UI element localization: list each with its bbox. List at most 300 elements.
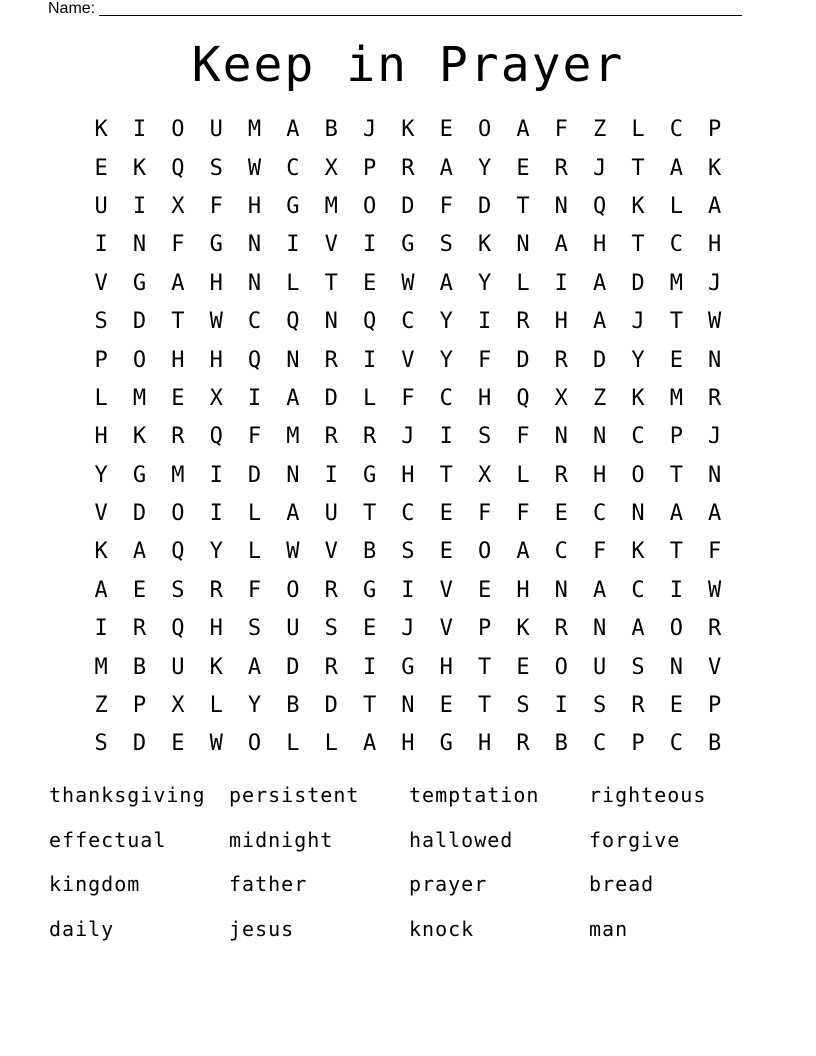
grid-letter: S [171, 577, 185, 603]
grid-letter: H [554, 309, 568, 335]
grid-letter: E [554, 501, 568, 527]
grid-letter: Y [477, 155, 492, 181]
grid-letter: C [631, 577, 645, 603]
grid-letter: G [132, 462, 147, 488]
grid-letter: K [132, 424, 147, 450]
grid-row [82, 418, 734, 456]
grid-letter: N [247, 232, 262, 258]
grid-letter: I [477, 309, 492, 335]
grid-letter: W [247, 155, 262, 181]
grid-letter: E [516, 654, 530, 680]
grid-letter: A [286, 501, 300, 527]
grid-letter: C [401, 501, 415, 527]
grid-letter: D [324, 385, 338, 411]
grid-letter: T [324, 270, 338, 296]
grid-letter: J [362, 117, 377, 143]
grid-letter: R [554, 347, 568, 373]
grid-letter: F [247, 577, 262, 603]
grid-row [82, 149, 734, 187]
grid-letter: I [132, 193, 147, 219]
grid-letter: A [132, 539, 147, 565]
grid-letter: K [94, 539, 108, 565]
grid-letter: N [247, 270, 262, 296]
grid-letter: M [669, 270, 683, 296]
name-underline [99, 1, 742, 16]
grid-letter: A [171, 270, 185, 296]
grid-letter: S [516, 693, 530, 719]
grid-letter: D [401, 193, 415, 219]
grid-letter: A [554, 232, 568, 258]
grid-letter: F [593, 539, 607, 565]
grid-letter: I [362, 347, 377, 373]
grid-letter: N [669, 654, 683, 680]
grid-row [82, 265, 734, 303]
grid-letter: Y [439, 309, 453, 335]
grid-letter: H [439, 654, 453, 680]
grid-letter: U [593, 654, 607, 680]
grid-letter: C [554, 539, 568, 565]
grid-letter: R [401, 155, 415, 181]
grid-letter: E [362, 270, 377, 296]
grid-letter: S [401, 539, 415, 565]
grid-letter: F [554, 117, 568, 143]
grid-letter: G [286, 193, 300, 219]
grid-letter: T [631, 155, 645, 181]
grid-letter: M [171, 462, 185, 488]
grid-row [82, 457, 734, 495]
grid-letter: D [631, 270, 645, 296]
grid-letter: U [94, 193, 108, 219]
grid-letter: D [516, 347, 530, 373]
grid-letter: L [362, 385, 377, 411]
grid-letter: A [631, 616, 645, 642]
grid-letter: F [247, 424, 262, 450]
grid-letter: B [362, 539, 377, 565]
grid-letter: C [669, 731, 683, 757]
grid-letter: T [669, 309, 683, 335]
grid-letter: C [286, 155, 300, 181]
grid-letter: Y [94, 462, 108, 488]
grid-letter: V [708, 654, 722, 680]
grid-letter: S [477, 424, 492, 450]
grid-letter: F [439, 193, 453, 219]
grid-letter: H [516, 577, 530, 603]
grid-letter: A [593, 309, 607, 335]
grid-letter: P [132, 693, 147, 719]
grid-letter: M [247, 117, 262, 143]
grid-letter: W [401, 270, 415, 296]
grid-letter: E [132, 577, 147, 603]
grid-letter: N [593, 616, 607, 642]
grid-row [82, 687, 734, 725]
grid-letter: T [362, 693, 377, 719]
grid-letter: L [516, 270, 530, 296]
word-list-item: jesus [229, 917, 295, 942]
grid-letter: R [362, 424, 377, 450]
grid-letter: J [593, 155, 607, 181]
grid-letter: I [554, 693, 568, 719]
grid-letter: D [477, 193, 492, 219]
grid-letter: A [593, 270, 607, 296]
grid-letter: K [631, 385, 645, 411]
grid-letter: N [554, 424, 568, 450]
grid-letter: N [132, 232, 147, 258]
grid-letter: S [439, 232, 453, 258]
grid-letter: U [171, 654, 185, 680]
grid-letter: Y [209, 539, 223, 565]
grid-letter: G [362, 462, 377, 488]
grid-letter: O [286, 577, 300, 603]
grid-letter: Z [94, 693, 108, 719]
grid-letter: B [554, 731, 568, 757]
grid-letter: Q [171, 616, 185, 642]
grid-letter: K [132, 155, 147, 181]
grid-letter: E [439, 693, 453, 719]
grid-letter: L [286, 731, 300, 757]
word-list-item: persistent [229, 783, 360, 807]
grid-letter: A [439, 270, 453, 296]
grid-letter: O [362, 193, 377, 219]
grid-letter: V [439, 577, 453, 603]
grid-letter: R [554, 616, 568, 642]
grid-letter: F [209, 193, 223, 219]
grid-letter: I [324, 462, 338, 488]
grid-letter: N [554, 193, 568, 219]
grid-letter: T [669, 539, 683, 565]
grid-letter: V [439, 616, 453, 642]
word-list-item: midnight [229, 827, 334, 852]
grid-letter: N [554, 577, 568, 603]
grid-letter: I [94, 616, 108, 642]
grid-letter: D [247, 462, 262, 488]
grid-letter: E [439, 501, 453, 527]
grid-letter: J [631, 309, 645, 335]
grid-letter: A [516, 539, 530, 565]
grid-letter: V [94, 270, 108, 296]
grid-letter: U [209, 117, 223, 143]
grid-letter: D [132, 501, 147, 527]
grid-row [82, 303, 734, 341]
grid-letter: L [209, 693, 223, 719]
grid-letter: P [631, 731, 645, 757]
grid-letter: B [708, 731, 722, 757]
grid-letter: Q [209, 424, 223, 450]
grid-letter: T [362, 501, 377, 527]
grid-letter: P [708, 117, 722, 143]
grid-letter: E [669, 693, 683, 719]
grid-row [82, 380, 734, 418]
grid-letter: S [631, 654, 645, 680]
grid-letter: C [439, 385, 453, 411]
grid-letter: I [362, 654, 377, 680]
grid-letter: D [324, 693, 338, 719]
grid-letter: O [669, 616, 683, 642]
grid-letter: O [554, 654, 568, 680]
grid-letter: D [132, 309, 147, 335]
grid-letter: Q [286, 309, 300, 335]
grid-letter: K [516, 616, 530, 642]
grid-letter: H [401, 731, 415, 757]
grid-letter: O [132, 347, 147, 373]
grid-letter: H [708, 232, 722, 258]
grid-letter: H [593, 462, 607, 488]
grid-letter: N [401, 693, 415, 719]
grid-letter: C [247, 309, 262, 335]
grid-letter: L [324, 731, 338, 757]
grid-letter: L [631, 117, 645, 143]
grid-letter: F [477, 501, 492, 527]
grid-letter: I [132, 117, 147, 143]
letter-grid [82, 111, 734, 764]
grid-letter: X [324, 155, 338, 181]
grid-letter: S [247, 616, 262, 642]
grid-letter: R [324, 577, 338, 603]
word-list-item: forgive [589, 827, 681, 852]
grid-letter: Q [171, 539, 185, 565]
grid-letter: F [708, 539, 722, 565]
grid-letter: H [477, 385, 492, 411]
grid-letter: L [286, 270, 300, 296]
grid-letter: E [439, 539, 453, 565]
word-list [49, 780, 789, 959]
grid-letter: E [171, 731, 185, 757]
grid-letter: M [94, 654, 108, 680]
grid-letter: R [554, 155, 568, 181]
grid-letter: O [171, 117, 185, 143]
grid-letter: W [209, 731, 223, 757]
grid-letter: I [94, 232, 108, 258]
grid-letter: Z [593, 117, 607, 143]
grid-row [82, 533, 734, 571]
grid-letter: E [362, 616, 377, 642]
grid-letter: L [669, 193, 683, 219]
grid-letter: C [631, 424, 645, 450]
grid-letter: R [132, 616, 147, 642]
grid-letter: V [324, 539, 338, 565]
grid-letter: R [516, 309, 530, 335]
grid-letter: H [171, 347, 185, 373]
grid-letter: C [593, 501, 607, 527]
word-list-item: thanksgiving [49, 783, 206, 807]
grid-letter: C [593, 731, 607, 757]
grid-letter: W [708, 577, 722, 603]
grid-letter: P [94, 347, 108, 373]
grid-row [82, 495, 734, 533]
grid-letter: F [477, 347, 492, 373]
grid-row [82, 572, 734, 610]
grid-letter: I [554, 270, 568, 296]
grid-letter: Y [247, 693, 262, 719]
grid-letter: A [708, 501, 722, 527]
grid-letter: I [362, 232, 377, 258]
grid-row [82, 341, 734, 379]
grid-letter: Q [362, 309, 377, 335]
grid-letter: A [94, 577, 108, 603]
grid-letter: K [94, 117, 108, 143]
grid-letter: G [132, 270, 147, 296]
grid-letter: S [593, 693, 607, 719]
grid-letter: T [171, 309, 185, 335]
grid-letter: R [324, 424, 338, 450]
grid-letter: E [439, 117, 453, 143]
grid-row [82, 725, 734, 763]
grid-letter: N [324, 309, 338, 335]
grid-letter: U [324, 501, 338, 527]
word-list-item: righteous [589, 783, 707, 807]
grid-letter: O [477, 117, 492, 143]
grid-letter: N [286, 347, 300, 373]
grid-letter: X [554, 385, 568, 411]
grid-letter: O [247, 731, 262, 757]
grid-letter: B [324, 117, 338, 143]
grid-letter: D [593, 347, 607, 373]
grid-letter: X [209, 385, 223, 411]
grid-letter: V [94, 501, 108, 527]
grid-letter: R [631, 693, 645, 719]
grid-letter: T [669, 462, 683, 488]
grid-letter: J [708, 270, 722, 296]
grid-letter: Y [631, 347, 645, 373]
word-list-item: man [589, 917, 629, 942]
word-list-item: prayer [409, 872, 488, 897]
grid-letter: A [669, 155, 683, 181]
grid-letter: R [209, 577, 223, 603]
grid-letter: V [401, 347, 415, 373]
word-list-item: temptation [409, 783, 540, 807]
grid-letter: H [209, 270, 223, 296]
word-list-item: hallowed [409, 827, 514, 852]
grid-letter: C [401, 309, 415, 335]
grid-letter: G [401, 654, 415, 680]
grid-letter: S [324, 616, 338, 642]
puzzle-title: Keep in Prayer [191, 37, 625, 93]
grid-letter: A [516, 117, 530, 143]
grid-letter: N [708, 347, 722, 373]
grid-letter: R [708, 616, 722, 642]
grid-letter: J [708, 424, 722, 450]
grid-letter: A [439, 155, 453, 181]
grid-letter: Q [516, 385, 530, 411]
grid-letter: B [132, 654, 147, 680]
grid-letter: X [477, 462, 492, 488]
grid-letter: H [477, 731, 492, 757]
grid-letter: H [247, 193, 262, 219]
grid-letter: A [247, 654, 262, 680]
grid-letter: A [362, 731, 377, 757]
grid-letter: G [439, 731, 453, 757]
grid-letter: O [477, 539, 492, 565]
grid-letter: N [286, 462, 300, 488]
grid-letter: L [516, 462, 530, 488]
grid-letter: I [247, 385, 262, 411]
grid-row [82, 226, 734, 264]
grid-letter: I [439, 424, 453, 450]
grid-letter: K [708, 155, 722, 181]
grid-letter: P [477, 616, 492, 642]
word-list-item: daily [49, 917, 115, 942]
grid-letter: N [708, 462, 722, 488]
grid-letter: F [516, 424, 530, 450]
grid-letter: G [209, 232, 223, 258]
grid-letter: H [94, 424, 108, 450]
name-field [48, 0, 742, 18]
grid-letter: K [631, 193, 645, 219]
grid-letter: T [631, 232, 645, 258]
grid-letter: D [132, 731, 147, 757]
grid-letter: G [362, 577, 377, 603]
grid-letter: H [401, 462, 415, 488]
grid-letter: S [94, 731, 108, 757]
grid-letter: E [171, 385, 185, 411]
grid-letter: O [171, 501, 185, 527]
grid-letter: D [286, 654, 300, 680]
grid-letter: R [554, 462, 568, 488]
grid-letter: N [516, 232, 530, 258]
grid-letter: S [209, 155, 223, 181]
grid-letter: L [247, 539, 262, 565]
grid-letter: X [171, 193, 185, 219]
grid-letter: G [401, 232, 415, 258]
grid-letter: E [477, 577, 492, 603]
grid-letter: W [286, 539, 300, 565]
grid-letter: A [708, 193, 722, 219]
grid-letter: P [708, 693, 722, 719]
grid-letter: R [516, 731, 530, 757]
grid-row [82, 111, 734, 149]
grid-letter: B [286, 693, 300, 719]
grid-letter: I [669, 577, 683, 603]
grid-letter: N [593, 424, 607, 450]
grid-row [82, 610, 734, 648]
grid-letter: A [669, 501, 683, 527]
grid-letter: M [669, 385, 683, 411]
grid-letter: A [286, 117, 300, 143]
grid-letter: M [324, 193, 338, 219]
grid-letter: M [132, 385, 147, 411]
grid-letter: A [593, 577, 607, 603]
grid-letter: L [247, 501, 262, 527]
grid-letter: J [401, 424, 415, 450]
grid-letter: M [286, 424, 300, 450]
grid-letter: K [631, 539, 645, 565]
grid-letter: C [669, 117, 683, 143]
grid-letter: R [171, 424, 185, 450]
grid-letter: R [324, 347, 338, 373]
grid-row [82, 648, 734, 686]
grid-letter: W [708, 309, 722, 335]
grid-letter: I [209, 462, 223, 488]
word-list-item: kingdom [49, 872, 141, 897]
grid-letter: T [439, 462, 453, 488]
grid-letter: E [669, 347, 683, 373]
grid-letter: Y [439, 347, 453, 373]
word-list-item: bread [589, 872, 655, 897]
grid-letter: K [477, 232, 492, 258]
name-label: Name: [48, 0, 96, 17]
grid-letter: R [708, 385, 722, 411]
grid-letter: Q [593, 193, 607, 219]
grid-letter: T [477, 654, 492, 680]
grid-letter: E [94, 155, 108, 181]
grid-letter: K [209, 654, 223, 680]
grid-row [82, 188, 734, 226]
grid-letter: K [401, 117, 415, 143]
grid-letter: H [593, 232, 607, 258]
grid-letter: Z [593, 385, 607, 411]
grid-letter: I [401, 577, 415, 603]
grid-letter: A [286, 385, 300, 411]
grid-letter: R [324, 654, 338, 680]
